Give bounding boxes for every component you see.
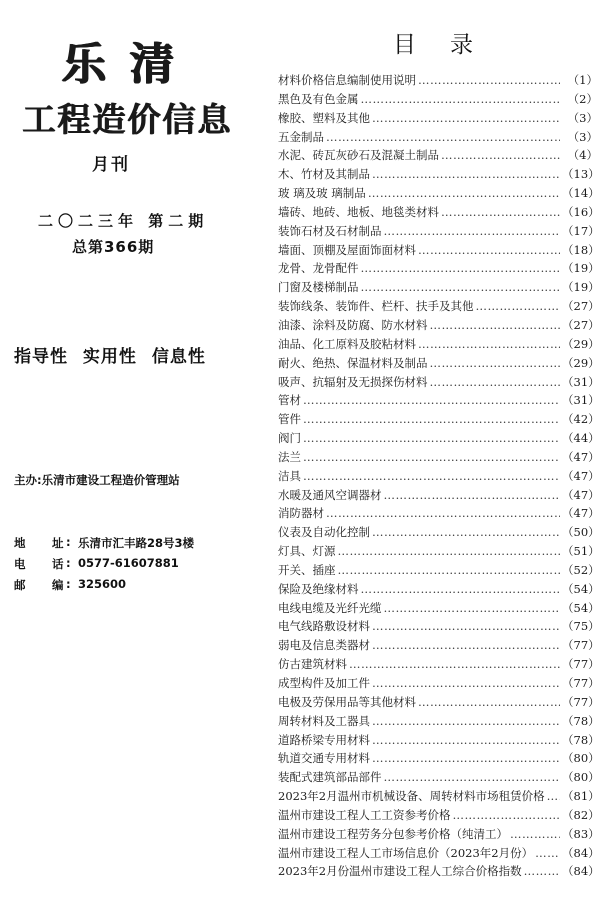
dot-leader	[372, 749, 560, 768]
toc-entry[interactable]	[278, 146, 598, 165]
dot-leader	[368, 184, 560, 203]
toc-entry-label: 墙面、顶棚及屋面饰面材料	[278, 242, 416, 257]
dot-leader	[372, 523, 560, 542]
toc-entry-label: 保险及绝缘材料	[278, 581, 359, 596]
toc-entry[interactable]	[278, 636, 598, 655]
toc-entry[interactable]	[278, 429, 598, 448]
toc-entry-page: （3）	[567, 110, 598, 125]
contact-key: 电	[14, 557, 26, 571]
city-title: 乐清	[62, 39, 198, 90]
toc-entry[interactable]	[278, 278, 598, 297]
toc-entry-label: 成型构件及加工件	[278, 676, 370, 690]
dot-leader	[453, 806, 561, 825]
dot-leader	[372, 674, 560, 693]
dot-leader	[524, 862, 560, 881]
toc-entry-label: 管材	[278, 393, 301, 408]
dot-leader	[372, 109, 560, 128]
toc-entry-page: （54）	[562, 581, 600, 596]
toc-entry-page: （47）	[562, 506, 600, 521]
dot-leader	[535, 844, 560, 863]
contact-key: 地	[14, 536, 26, 550]
toc-entry-page: （44）	[562, 431, 600, 446]
dot-leader	[372, 636, 560, 655]
dot-leader	[361, 580, 561, 599]
toc-entry[interactable]	[278, 768, 598, 787]
toc-entry[interactable]	[278, 693, 598, 712]
dot-leader	[430, 354, 561, 373]
dot-leader	[441, 203, 560, 222]
toc-entry-label: 油品、化工原料及胶粘材料	[278, 336, 416, 351]
toc-entry-page: （47）	[562, 468, 600, 483]
contact-postcode	[14, 577, 126, 593]
toc-entry-label: 墙砖、地砖、地板、地毯类材料	[278, 204, 439, 219]
toc-entry-page: （47）	[562, 487, 600, 502]
toc-entry[interactable]	[278, 862, 598, 881]
toc-entry-label: 阀门	[278, 431, 301, 446]
dot-leader	[384, 768, 561, 787]
toc-entry-page: （84）	[562, 864, 600, 879]
contact-key: 编	[52, 578, 64, 592]
toc-entry[interactable]	[278, 71, 598, 90]
table-of-contents	[278, 0, 598, 898]
toc-entry[interactable]	[278, 165, 598, 184]
toc-entry-label: 耐火、绝热、保温材料及制品	[278, 355, 428, 370]
toc-entry[interactable]	[278, 504, 598, 523]
contact-colon: :	[66, 535, 71, 549]
toc-entry-page: （13）	[562, 167, 600, 182]
toc-entry[interactable]	[278, 731, 598, 750]
dot-leader	[372, 617, 560, 636]
toc-entry-page: （81）	[562, 789, 600, 804]
toc-entry-label: 电气线路敷设材料	[278, 619, 370, 634]
toc-entry[interactable]	[278, 316, 598, 335]
toc-entry-label: 门窗及楼梯制品	[278, 280, 359, 295]
contact-colon: :	[66, 577, 71, 591]
toc-entry-label: 吸声、抗辐射及无损探伤材料	[278, 374, 428, 389]
toc-entry-page: （31）	[562, 393, 600, 408]
toc-entry[interactable]	[278, 203, 598, 222]
dot-leader	[361, 278, 561, 297]
dot-leader	[326, 128, 560, 147]
dot-leader	[361, 90, 561, 109]
toc-entry-label: 橡胶、塑料及其他	[278, 110, 370, 125]
toc-entry[interactable]	[278, 109, 598, 128]
toc-entry[interactable]	[278, 90, 598, 109]
dot-leader	[384, 486, 561, 505]
contact-phone	[14, 556, 179, 572]
toc-entry[interactable]	[278, 580, 598, 599]
toc-entry-page: （77）	[562, 676, 600, 690]
toc-entry-page: （42）	[562, 412, 600, 427]
dot-leader	[303, 467, 560, 486]
dot-leader	[418, 71, 560, 90]
toc-entry[interactable]	[278, 486, 598, 505]
sponsor-label: 主办:乐清市建设工程造价管理站	[14, 473, 180, 487]
slogan: 指导性 实用性 信息性	[14, 347, 206, 367]
toc-entry-label: 电线电缆及光纤光缆	[278, 600, 382, 615]
dot-leader	[418, 335, 560, 354]
toc-entry-page: （78）	[562, 732, 600, 747]
toc-entry-page: （16）	[562, 204, 600, 219]
toc-entry-page: （4）	[567, 148, 598, 163]
toc-entry-page: （78）	[562, 713, 600, 728]
toc-entry[interactable]	[278, 712, 598, 731]
toc-entry[interactable]	[278, 617, 598, 636]
toc-entry-label: 仪表及自动化控制	[278, 525, 370, 540]
toc-entry[interactable]	[278, 241, 598, 260]
toc-entry-label: 弱电及信息类器材	[278, 638, 370, 653]
toc-entry[interactable]	[278, 391, 598, 410]
toc-entry[interactable]	[278, 128, 598, 147]
toc-entry-page: （84）	[562, 845, 600, 860]
toc-entry-label: 玻 璃及玻 璃制品	[278, 186, 366, 201]
toc-entry-page: （19）	[562, 280, 600, 295]
toc-entry[interactable]	[278, 674, 598, 693]
contact-colon: :	[66, 556, 71, 570]
dot-leader	[338, 561, 561, 580]
toc-entry-page: （1）	[567, 73, 598, 87]
toc-entry-page: （27）	[562, 317, 600, 332]
toc-entry-page: （83）	[562, 826, 600, 841]
toc-entry-label: 龙骨、龙骨配件	[278, 261, 359, 276]
contact-value: 乐清市汇丰路28号3楼	[78, 536, 195, 550]
toc-entry-label: 管件	[278, 412, 301, 427]
toc-entry-label: 装饰石材及石材制品	[278, 223, 382, 238]
journal-title: 工程造价信息	[22, 100, 232, 139]
toc-entry-page: （2）	[567, 91, 598, 106]
toc-entry[interactable]	[278, 749, 598, 768]
dot-leader	[547, 787, 560, 806]
toc-entry-page: （47）	[562, 449, 600, 464]
toc-entry-page: （77）	[562, 638, 600, 653]
toc-entry-label: 材料价格信息编制使用说明	[278, 73, 416, 87]
toc-entry-page: （54）	[562, 600, 600, 615]
toc-entry-label: 道路桥梁专用材料	[278, 732, 370, 747]
toc-entry-label: 周转材料及工器具	[278, 713, 370, 728]
toc-entry-label: 五金制品	[278, 129, 324, 144]
toc-entry[interactable]	[278, 542, 598, 561]
toc-entry-page: （18）	[562, 242, 600, 257]
toc-entry-label: 水泥、砖瓦灰砂石及混凝土制品	[278, 148, 439, 163]
dot-leader	[303, 429, 560, 448]
contact-address	[14, 535, 194, 551]
toc-entry-label: 开关、插座	[278, 562, 336, 577]
toc-entry-label: 黑色及有色金属	[278, 91, 359, 106]
toc-entry-label: 水暖及通风空调器材	[278, 487, 382, 502]
toc-entry-label: 油漆、涂料及防腐、防水材料	[278, 317, 428, 332]
toc-entry-page: （80）	[562, 770, 600, 785]
contact-key: 邮	[14, 578, 26, 592]
dot-leader	[441, 146, 560, 165]
toc-entry-page: （29）	[562, 355, 600, 370]
toc-entry[interactable]	[278, 297, 598, 316]
dot-leader	[349, 655, 560, 674]
toc-entry[interactable]	[278, 184, 598, 203]
toc-entry[interactable]	[278, 335, 598, 354]
toc-entry-page: （27）	[562, 299, 600, 314]
toc-entry-label: 温州市建设工程人工市场信息价（2023年2月份）	[278, 845, 534, 860]
toc-entry[interactable]	[278, 448, 598, 467]
toc-entry-page: （31）	[562, 374, 600, 389]
toc-entry-label: 装饰线条、装饰件、栏杆、扶手及其他	[278, 299, 474, 314]
dot-leader	[384, 222, 561, 241]
toc-entry[interactable]	[278, 787, 598, 806]
toc-entry[interactable]	[278, 844, 598, 863]
toc-entry[interactable]	[278, 806, 598, 825]
toc-entry[interactable]	[278, 410, 598, 429]
dot-leader	[510, 825, 560, 844]
toc-entry-label: 温州市建设工程人工工资参考价格	[278, 807, 451, 822]
toc-entry[interactable]	[278, 523, 598, 542]
toc-entry[interactable]	[278, 561, 598, 580]
contact-key: 址	[52, 536, 64, 550]
dot-leader	[418, 241, 560, 260]
toc-entry-page: （52）	[562, 562, 600, 577]
toc-entry[interactable]	[278, 599, 598, 618]
dot-leader	[361, 259, 561, 278]
toc-entry-page: （75）	[562, 619, 600, 634]
toc-entry-label: 轨道交通专用材料	[278, 751, 370, 766]
dot-leader	[418, 693, 560, 712]
toc-entry-page: （77）	[562, 657, 600, 672]
toc-entry-page: （77）	[562, 694, 600, 709]
cover-panel	[0, 0, 270, 898]
dot-leader	[338, 542, 561, 561]
toc-entry-page: （50）	[562, 525, 600, 540]
dot-leader	[372, 165, 560, 184]
dot-leader	[303, 410, 560, 429]
toc-entry[interactable]	[278, 655, 598, 674]
toc-entry-label: 法兰	[278, 449, 301, 464]
dot-leader	[303, 448, 560, 467]
toc-entry-label: 装配式建筑部品部件	[278, 770, 382, 785]
toc-entry-page: （51）	[562, 544, 600, 559]
toc-entry-page: （80）	[562, 751, 600, 766]
dot-leader	[326, 504, 560, 523]
issue-label: 二〇二三年 第二期	[38, 212, 209, 230]
toc-entry[interactable]	[278, 259, 598, 278]
toc-title: 目录	[393, 32, 507, 58]
toc-entry-page: （14）	[562, 186, 600, 201]
toc-entry-page: （19）	[562, 261, 600, 276]
dot-leader	[372, 731, 560, 750]
toc-entry[interactable]	[278, 222, 598, 241]
toc-entry-label: 洁具	[278, 468, 301, 483]
toc-entry[interactable]	[278, 467, 598, 486]
toc-entry-label: 灯具、灯源	[278, 544, 336, 559]
toc-entry-page: （29）	[562, 336, 600, 351]
toc-entry-label: 木、竹材及其制品	[278, 167, 370, 182]
total-issue-label: 总第366期	[72, 238, 155, 256]
toc-entry-label: 仿古建筑材料	[278, 657, 347, 672]
toc-list	[278, 71, 598, 881]
toc-entry-label: 消防器材	[278, 506, 324, 521]
toc-entry-page: （3）	[567, 129, 598, 144]
contact-key: 话	[52, 557, 64, 571]
dot-leader	[372, 712, 560, 731]
contact-value: 325600	[78, 577, 127, 591]
dot-leader	[476, 297, 561, 316]
dot-leader	[430, 373, 561, 392]
toc-entry-page: （17）	[562, 223, 600, 238]
dot-leader	[384, 599, 561, 618]
toc-entry[interactable]	[278, 825, 598, 844]
dot-leader	[430, 316, 561, 335]
toc-entry-label: 电极及劳保用品等其他材料	[278, 694, 416, 709]
dot-leader	[303, 391, 560, 410]
frequency-label: 月刊	[92, 155, 130, 175]
toc-entry[interactable]	[278, 373, 598, 392]
toc-entry-label: 温州市建设工程劳务分包参考价格（纯清工）	[278, 826, 508, 841]
toc-entry-label: 2023年2月温州市机械设备、周转材料市场租赁价格	[278, 789, 545, 804]
contact-value: 0577-61607881	[78, 556, 179, 570]
toc-entry-label: 2023年2月份温州市建设工程人工综合价格指数	[278, 864, 522, 879]
toc-entry[interactable]	[278, 354, 598, 373]
toc-entry-page: （82）	[562, 807, 600, 822]
